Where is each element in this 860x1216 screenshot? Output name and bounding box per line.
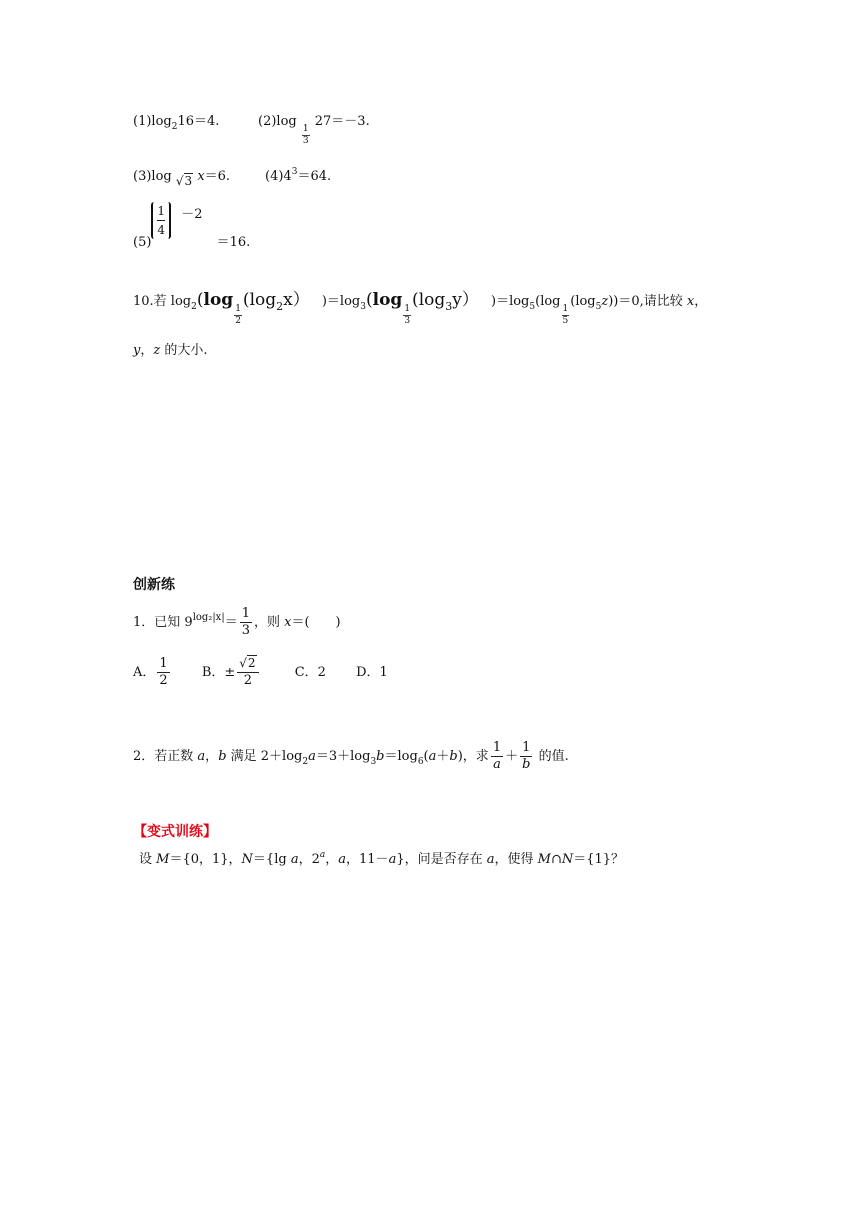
variable-x: x — [284, 615, 292, 630]
equation-rest: 27＝－3. — [314, 114, 370, 129]
sqrt — [239, 655, 256, 672]
fraction — [240, 606, 252, 639]
log-text: log — [372, 290, 403, 310]
log-text: log — [276, 114, 297, 129]
variable-b: b — [376, 749, 385, 764]
set-text: ，2 — [298, 852, 320, 867]
set-n: N — [561, 852, 574, 867]
equation-rest: ＝16. — [216, 235, 251, 250]
variable-y: y — [452, 290, 462, 310]
sqrt-icon: √ — [175, 174, 184, 188]
log-text: log — [151, 169, 172, 184]
variable-b: b — [218, 749, 227, 764]
intersection-symbol: ∩ — [550, 852, 562, 867]
option-c[interactable]: C．2 — [294, 664, 326, 680]
innovation-question-1 — [133, 606, 341, 639]
paren: ( — [196, 290, 204, 310]
variable-x: x — [283, 290, 293, 310]
equation-rest: ＝64. — [297, 169, 332, 184]
operator: ＋ — [436, 749, 450, 764]
power-exponent: 3 — [291, 167, 298, 177]
denominator: 3 — [302, 136, 309, 146]
operator: ＋ — [505, 749, 519, 764]
question-text: 的值. — [534, 749, 569, 764]
equation-text: ＝log — [384, 749, 418, 764]
log-base: 6 — [417, 757, 424, 767]
log-text: log — [249, 290, 277, 310]
question-text: }，问是否存在 — [396, 852, 487, 867]
denominator: 2 — [159, 672, 168, 688]
paren: ( — [365, 290, 373, 310]
denominator: a — [491, 756, 503, 773]
variable-y: y — [133, 343, 141, 358]
sqrt-arg: 3 — [184, 174, 193, 188]
paren: ( — [423, 749, 429, 764]
denominator: 5 — [562, 316, 569, 326]
exercise-9-part-1 — [133, 110, 219, 132]
fraction — [237, 655, 258, 689]
numerator: 1 — [235, 304, 241, 314]
numerator: 1 — [562, 304, 569, 314]
answer-blank: ＝( ) — [291, 615, 341, 630]
numerator: 1 — [522, 740, 531, 755]
punctuation: ， — [694, 294, 708, 309]
variable-a: a — [290, 852, 299, 867]
part-label: (3) — [133, 169, 152, 184]
set-text: ＝{lg — [252, 852, 291, 867]
variable-a: a — [428, 749, 437, 764]
log-base: 3 — [370, 757, 377, 767]
part-label: (2) — [258, 114, 277, 129]
log-base-fraction — [234, 304, 242, 327]
exercise-9-part-4 — [265, 165, 331, 184]
log-base: 3 — [445, 300, 453, 313]
option-label: B．± — [201, 664, 236, 680]
bracketed-fraction — [151, 202, 171, 239]
power-exponent: log₂|x| — [192, 612, 225, 623]
exercise-9-part-3 — [133, 165, 230, 189]
numerator: 1 — [404, 304, 411, 314]
question-text: ，使得 — [494, 852, 538, 867]
denominator: b — [522, 757, 531, 772]
log-base-fraction — [302, 124, 310, 147]
numerator: 1 — [492, 740, 502, 755]
variable-b: b — [449, 749, 458, 764]
option-d[interactable]: D．1 — [356, 664, 388, 680]
variable-a: a — [486, 852, 495, 867]
fraction — [520, 740, 532, 773]
log-base: 2 — [171, 122, 178, 132]
equation-text: 满足 2＋log — [226, 749, 303, 764]
equation-text: )＝log — [491, 294, 530, 309]
log-base: 3 — [360, 302, 366, 312]
problem-10-line-2 — [133, 339, 208, 358]
variant-question — [139, 848, 624, 867]
innovation-question-2 — [133, 740, 569, 773]
question-text: 的大小. — [160, 343, 208, 358]
section-heading-variant: 【变式训练】 — [133, 824, 217, 840]
problem-number: 10.若 log — [133, 294, 192, 309]
section-heading-innovation: 创新练 — [133, 577, 175, 593]
question-text: 2．若正数 — [133, 749, 198, 764]
log-text: log — [418, 290, 446, 310]
part-label: (1) — [133, 114, 152, 129]
equation-text: )＝log — [321, 294, 361, 309]
variable-x: x — [686, 294, 695, 309]
denominator: 2 — [237, 672, 258, 689]
equation-text: ＝ — [224, 615, 238, 630]
part-label: (5) — [133, 235, 152, 250]
power-base: 4 — [283, 169, 292, 184]
question-text: )，求 — [457, 749, 489, 764]
question-text: 1．已知 9 — [133, 615, 193, 630]
log-base-fraction — [403, 304, 411, 327]
equation-text: (log — [535, 294, 561, 309]
denominator: 4 — [157, 220, 165, 239]
question-text: ＝{1}？ — [573, 852, 625, 867]
denominator: 2 — [235, 316, 241, 326]
numerator — [237, 655, 258, 672]
equation-text: ＝3＋log — [315, 749, 371, 764]
exercise-9-part-2 — [258, 110, 370, 147]
numerator: 1 — [157, 204, 166, 218]
set-m: M — [537, 852, 551, 867]
fraction — [157, 656, 169, 689]
log-base: 2 — [276, 300, 284, 313]
fraction — [491, 740, 503, 773]
equation-rest: 16＝4. — [177, 114, 220, 129]
log-text: log — [203, 290, 234, 310]
denominator: 3 — [404, 316, 411, 326]
numerator: 1 — [241, 606, 250, 621]
set-text: ＝{0，1}， — [169, 852, 242, 867]
log-base: 5 — [595, 302, 602, 312]
log-base-fraction — [562, 304, 570, 327]
equation-text: (log — [570, 294, 596, 309]
numerator: 1 — [302, 124, 309, 134]
option-label: A． — [133, 664, 156, 680]
set-n: N — [241, 852, 253, 867]
problem-10-line-1 — [133, 285, 707, 327]
punctuation: ， — [140, 343, 154, 358]
option-b[interactable] — [201, 656, 261, 688]
variable-x: x — [197, 169, 205, 184]
option-a[interactable] — [133, 655, 172, 688]
power-exponent: －2 — [181, 207, 203, 222]
part-label: (4) — [265, 169, 284, 184]
log-base: 5 — [529, 302, 536, 312]
variable-a: a — [197, 749, 206, 764]
equation-text: ))＝0,请比较 — [608, 294, 687, 309]
variable-z: z — [601, 294, 609, 309]
set-text: ， — [325, 852, 339, 867]
variable-a: a — [338, 852, 347, 867]
variable-z: z — [153, 343, 161, 358]
paren: ( — [412, 290, 419, 310]
punctuation: ， — [205, 749, 219, 764]
variable-a: a — [308, 749, 316, 764]
exercise-9-part-5 — [133, 202, 250, 250]
question-text: 设 — [139, 852, 157, 867]
log-text: log — [151, 114, 172, 129]
sqrt-base — [176, 174, 193, 189]
set-m: M — [156, 852, 170, 867]
variable-a: a — [388, 852, 397, 867]
log-base: 2 — [302, 757, 309, 767]
innovation-question-1-options — [133, 655, 388, 689]
paren: ） — [292, 290, 310, 310]
power-exponent: a — [319, 850, 326, 860]
paren: ） — [461, 290, 479, 310]
denominator: 3 — [241, 623, 250, 638]
question-text: ，则 — [254, 615, 285, 630]
sqrt-arg: 2 — [247, 656, 256, 670]
numerator: 1 — [159, 655, 168, 671]
set-text: ，11－ — [346, 852, 389, 867]
equation-rest: ＝6. — [204, 169, 231, 184]
sqrt-icon: √ — [239, 656, 247, 670]
paren: ( — [242, 290, 250, 310]
log-base: 2 — [191, 302, 197, 312]
